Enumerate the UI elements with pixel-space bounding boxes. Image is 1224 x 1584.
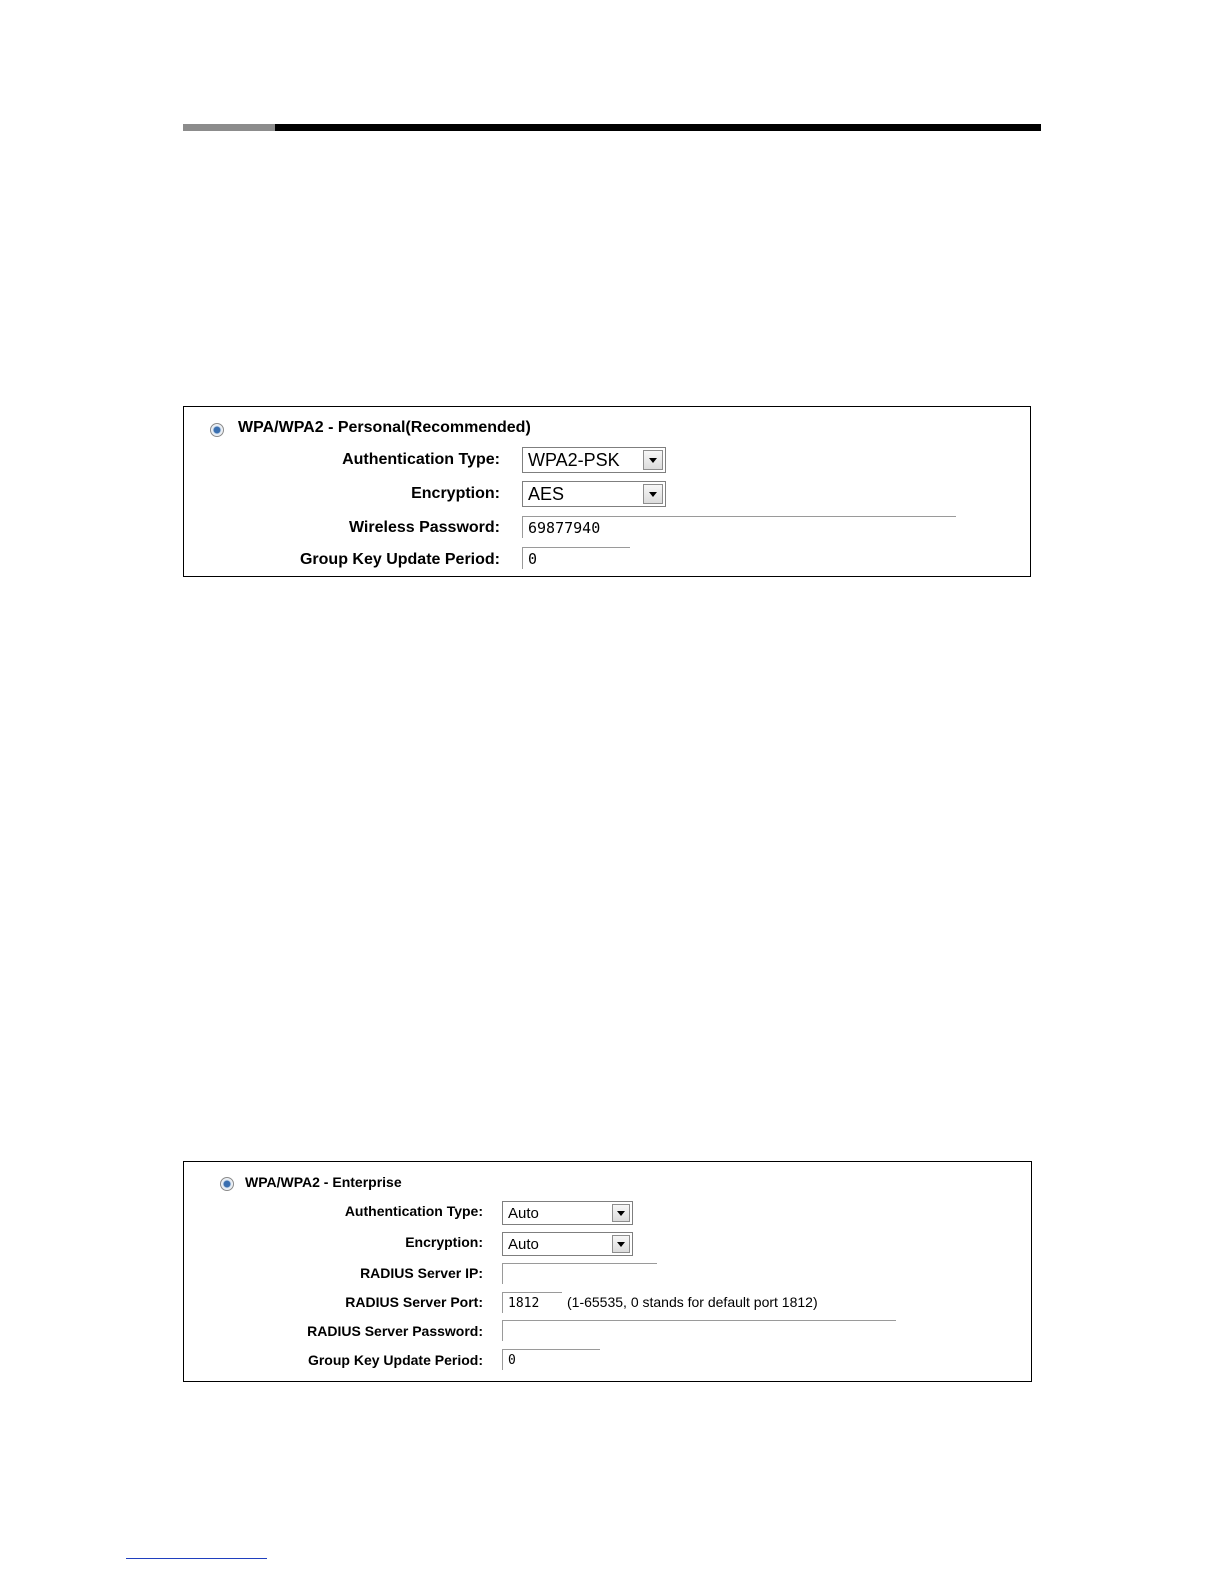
auth-type-select[interactable] — [522, 447, 666, 473]
chevron-down-icon[interactable] — [643, 484, 663, 504]
password-input[interactable]: 69877940 — [522, 516, 956, 538]
radius-password-input[interactable] — [502, 1320, 896, 1341]
auth-type-select[interactable] — [502, 1201, 633, 1225]
auth-type-label: Authentication Type: — [344, 1203, 483, 1219]
wpa-personal-radio[interactable] — [210, 423, 224, 437]
header-rule — [275, 124, 1041, 131]
radius-port-label: RADIUS Server Port: — [345, 1294, 483, 1310]
radius-port-input[interactable]: 1812 — [502, 1292, 562, 1313]
wpa-enterprise-radio[interactable] — [220, 1177, 234, 1191]
encryption-label: Encryption: — [405, 1234, 483, 1250]
radius-password-label: RADIUS Server Password: — [307, 1323, 483, 1339]
radius-port-hint: (1-65535, 0 stands for default port 1812) — [567, 1294, 818, 1310]
encryption-value: Auto — [508, 1235, 539, 1253]
footer-link-underline — [126, 1558, 267, 1559]
group-key-input[interactable]: 0 — [502, 1349, 600, 1370]
chevron-down-icon[interactable] — [643, 450, 663, 470]
password-label: Wireless Password: — [348, 519, 500, 536]
auth-type-value: Auto — [508, 1204, 539, 1222]
encryption-select[interactable] — [502, 1232, 633, 1256]
wpa-enterprise-panel — [183, 1161, 1032, 1382]
group-key-label: Group Key Update Period: — [299, 551, 500, 568]
encryption-select[interactable] — [522, 481, 666, 507]
radius-ip-input[interactable] — [502, 1263, 657, 1284]
wpa-personal-panel — [183, 406, 1031, 577]
encryption-label: Encryption: — [411, 485, 500, 502]
radius-ip-label: RADIUS Server IP: — [360, 1265, 483, 1281]
group-key-input[interactable]: 0 — [522, 547, 630, 569]
chevron-down-icon[interactable] — [612, 1204, 630, 1222]
auth-type-label: Authentication Type: — [342, 451, 500, 468]
wpa-personal-label: WPA/WPA2 - Personal(Recommended) — [238, 419, 531, 436]
wpa-enterprise-label: WPA/WPA2 - Enterprise — [245, 1174, 402, 1190]
encryption-value: AES — [528, 483, 565, 504]
auth-type-value: WPA2-PSK — [528, 449, 620, 470]
group-key-label: Group Key Update Period: — [307, 1352, 483, 1368]
chevron-down-icon[interactable] — [612, 1235, 630, 1253]
header-rule-accent — [183, 124, 275, 131]
